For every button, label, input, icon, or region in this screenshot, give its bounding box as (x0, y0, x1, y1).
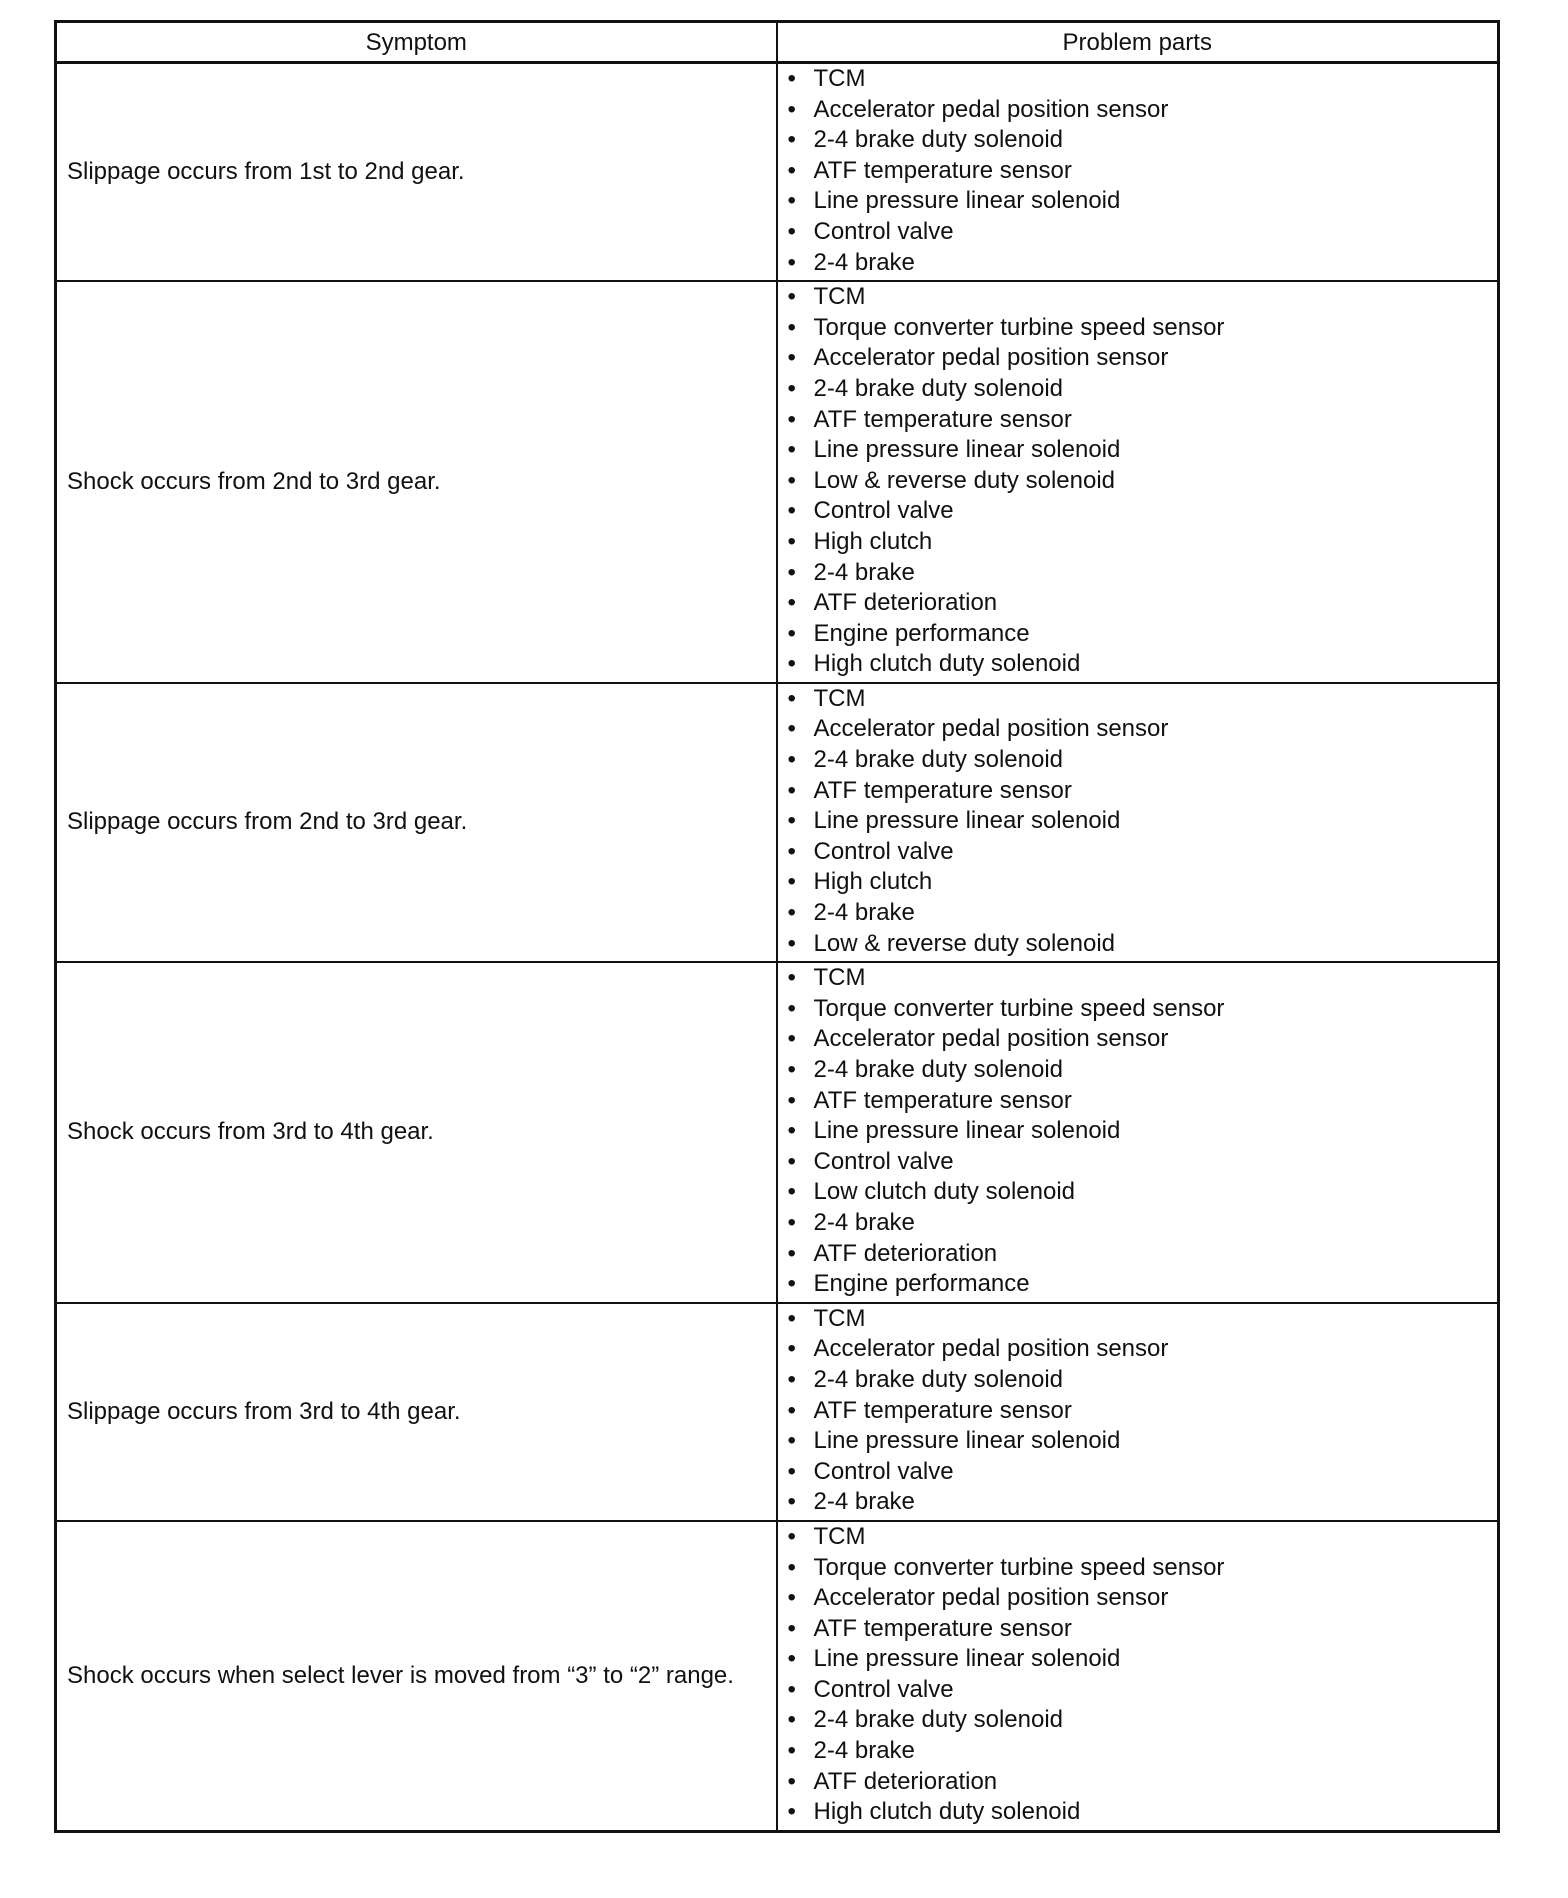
list-item: • ATF temperature sensor (788, 156, 1498, 187)
table-body (56, 63, 1499, 1832)
table-row (56, 962, 1499, 1303)
list-item: • Control valve (788, 1675, 1498, 1706)
list-item: • Torque converter turbine speed sensor (788, 994, 1498, 1025)
list-item: • 2-4 brake duty solenoid (788, 1055, 1498, 1086)
list-item: • Low & reverse duty solenoid (788, 929, 1498, 960)
list-item: • Engine performance (788, 619, 1498, 650)
problem-parts-list (788, 1304, 1498, 1518)
list-item: • Accelerator pedal position sensor (788, 343, 1498, 374)
list-item: • Line pressure linear solenoid (788, 186, 1498, 217)
list-item: • TCM (788, 684, 1498, 715)
list-item: • Torque converter turbine speed sensor (788, 313, 1498, 344)
list-item: • 2-4 brake (788, 1487, 1498, 1518)
problem-parts-cell (777, 962, 1499, 1303)
problem-parts-cell (777, 63, 1499, 282)
list-item: • 2-4 brake (788, 1736, 1498, 1767)
list-item: • Control valve (788, 837, 1498, 868)
symptom-table (54, 20, 1500, 1833)
list-item: • High clutch (788, 867, 1498, 898)
symptom-cell: Slippage occurs from 3rd to 4th gear. (56, 1303, 777, 1521)
list-item: • Accelerator pedal position sensor (788, 714, 1498, 745)
list-item: • Control valve (788, 496, 1498, 527)
problem-parts-list (788, 282, 1498, 680)
symptom-cell: Slippage occurs from 2nd to 3rd gear. (56, 683, 777, 962)
list-item: • Engine performance (788, 1269, 1498, 1300)
list-item: • ATF temperature sensor (788, 405, 1498, 436)
list-item: • Torque converter turbine speed sensor (788, 1553, 1498, 1584)
list-item: • ATF deterioration (788, 588, 1498, 619)
list-item: • Line pressure linear solenoid (788, 806, 1498, 837)
problem-parts-list (788, 64, 1498, 278)
list-item: • High clutch duty solenoid (788, 1797, 1498, 1828)
list-item: • Line pressure linear solenoid (788, 1426, 1498, 1457)
problem-parts-cell (777, 1521, 1499, 1831)
list-item: • 2-4 brake duty solenoid (788, 1365, 1498, 1396)
problem-parts-list (788, 963, 1498, 1300)
list-item: • Low & reverse duty solenoid (788, 466, 1498, 497)
list-item: • ATF deterioration (788, 1767, 1498, 1798)
table-row (56, 63, 1499, 282)
list-item: • TCM (788, 64, 1498, 95)
table-row (56, 281, 1499, 683)
list-item: • Accelerator pedal position sensor (788, 1334, 1498, 1365)
list-item: • Line pressure linear solenoid (788, 1644, 1498, 1675)
list-item: • 2-4 brake (788, 248, 1498, 279)
list-item: • Accelerator pedal position sensor (788, 95, 1498, 126)
list-item: • 2-4 brake (788, 898, 1498, 929)
table-row (56, 683, 1499, 962)
list-item: • ATF temperature sensor (788, 776, 1498, 807)
list-item: • ATF deterioration (788, 1239, 1498, 1270)
table-row (56, 1521, 1499, 1831)
list-item: • 2-4 brake (788, 558, 1498, 589)
list-item: • TCM (788, 1522, 1498, 1553)
list-item: • Accelerator pedal position sensor (788, 1024, 1498, 1055)
list-item: • Control valve (788, 1147, 1498, 1178)
problem-parts-list (788, 1522, 1498, 1828)
symptom-cell: Shock occurs when select lever is moved from “3” to “2” range. (56, 1521, 777, 1831)
list-item: • Control valve (788, 1457, 1498, 1488)
list-item: • ATF temperature sensor (788, 1396, 1498, 1427)
symptom-cell: Slippage occurs from 1st to 2nd gear. (56, 63, 777, 282)
list-item: • TCM (788, 963, 1498, 994)
list-item: • TCM (788, 282, 1498, 313)
list-item: • Line pressure linear solenoid (788, 435, 1498, 466)
problem-parts-cell (777, 1303, 1499, 1521)
list-item: • High clutch duty solenoid (788, 649, 1498, 680)
symptom-cell: Shock occurs from 3rd to 4th gear. (56, 962, 777, 1303)
symptom-cell: Shock occurs from 2nd to 3rd gear. (56, 281, 777, 683)
list-item: • 2-4 brake duty solenoid (788, 1705, 1498, 1736)
list-item: • ATF temperature sensor (788, 1086, 1498, 1117)
list-item: • Line pressure linear solenoid (788, 1116, 1498, 1147)
header-problem-parts: Problem parts (777, 22, 1499, 63)
list-item: • 2-4 brake duty solenoid (788, 745, 1498, 776)
header-symptom: Symptom (56, 22, 777, 63)
problem-parts-cell (777, 683, 1499, 962)
list-item: • Low clutch duty solenoid (788, 1177, 1498, 1208)
list-item: • 2-4 brake duty solenoid (788, 374, 1498, 405)
problem-parts-cell (777, 281, 1499, 683)
problem-parts-list (788, 684, 1498, 959)
list-item: • High clutch (788, 527, 1498, 558)
list-item: • Control valve (788, 217, 1498, 248)
table-header-row (56, 22, 1499, 63)
list-item: • Accelerator pedal position sensor (788, 1583, 1498, 1614)
table-row (56, 1303, 1499, 1521)
list-item: • TCM (788, 1304, 1498, 1335)
list-item: • 2-4 brake duty solenoid (788, 125, 1498, 156)
list-item: • ATF temperature sensor (788, 1614, 1498, 1645)
list-item: • 2-4 brake (788, 1208, 1498, 1239)
